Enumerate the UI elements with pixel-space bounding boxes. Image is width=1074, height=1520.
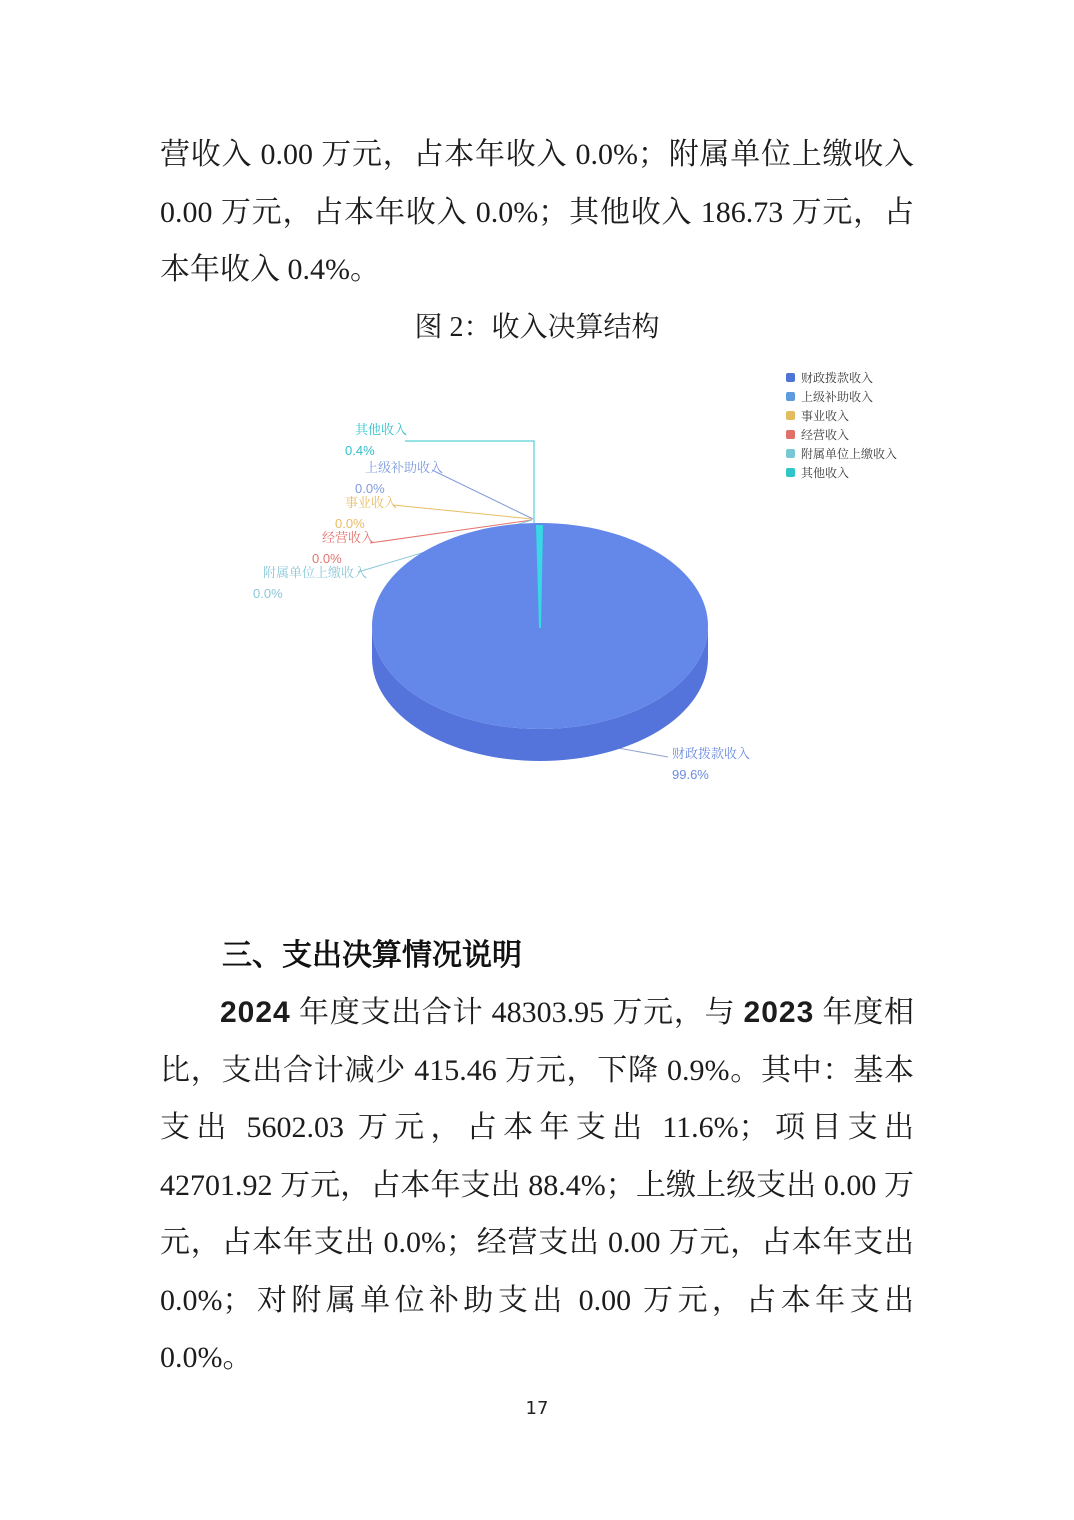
callout-shangji-name: 上级补助收入	[365, 460, 444, 475]
paragraph-expenditure	[160, 984, 914, 1387]
legend-marker-icon	[786, 430, 795, 439]
callout-qita	[345, 419, 408, 461]
leader-line-shiye	[393, 505, 532, 519]
legend-item-shiye	[786, 406, 897, 425]
callout-qita-name: 其他收入	[355, 422, 408, 437]
callout-jingying-name: 经营收入	[322, 530, 375, 545]
callout-fushu-name: 附属单位上缴收入	[263, 565, 368, 580]
income-pie-chart	[255, 358, 965, 818]
legend-label: 事业收入	[801, 409, 850, 423]
chart-legend	[786, 368, 897, 482]
legend-marker-icon	[786, 449, 795, 458]
legend-label: 附属单位上缴收入	[801, 447, 898, 461]
paragraph-income-continued: 营收入 0.00 万元，占本年收入 0.0%；附属单位上缴收入 0.00 万元，占本年收入 0.0%；其他收入 186.73 万元，占本年收入 0.4%。	[160, 138, 914, 286]
legend-marker-icon	[786, 411, 795, 420]
figure-title: 图 2：收入决算结构	[414, 312, 660, 343]
year-2023: 2023	[743, 996, 815, 1029]
callout-caizheng	[672, 743, 750, 785]
callout-qita-pct: 0.4%	[345, 443, 375, 458]
legend-label: 财政拨款收入	[801, 371, 874, 385]
callout-shiye-pct: 0.0%	[335, 516, 365, 531]
expenditure-text-mid: 年度支出合计 48303.95 万元，与	[290, 996, 744, 1029]
legend-item-caizheng	[786, 368, 897, 387]
callout-fushu-pct: 0.0%	[253, 586, 283, 601]
legend-marker-icon	[786, 468, 795, 477]
callout-shiye-name: 事业收入	[345, 495, 398, 510]
year-2024: 2024	[220, 996, 291, 1029]
leader-line-caizheng	[618, 748, 668, 757]
page-number: 17	[525, 1398, 549, 1419]
legend-item-jingying	[786, 425, 897, 444]
expenditure-text-tail: 年度相比，支出合计减少 415.46 万元，下降 0.9%。其中：基本支出 5602.03 万元，占本年支出 11.6%；项目支出 42701.92 万元，占本年支出 88.4%；上缴上级支出 0.00 万元，占本年支出 0.0%；经营支出 0.00 万元，占本年支出 0.0%；对附属单位补助支出 0.00 万元，占本年支出 0.0%。	[160, 996, 915, 1374]
legend-label: 经营收入	[801, 428, 850, 442]
legend-marker-icon	[786, 373, 795, 382]
callout-shangji-pct: 0.0%	[355, 481, 385, 496]
legend-label: 其他收入	[801, 466, 850, 480]
legend-marker-icon	[786, 392, 795, 401]
section-heading-expenditure: 三、支出决算情况说明	[222, 939, 522, 972]
callout-jingying-pct: 0.0%	[312, 551, 342, 566]
legend-item-qita	[786, 463, 897, 482]
legend-item-fushu	[786, 444, 897, 463]
legend-label: 上级补助收入	[801, 390, 874, 404]
callout-caizheng-pct: 99.6%	[672, 767, 709, 782]
callout-fushu	[253, 562, 368, 604]
callout-caizheng-name: 财政拨款收入	[672, 746, 751, 761]
legend-item-shangji	[786, 387, 897, 406]
leader-line-shangji	[432, 470, 533, 519]
